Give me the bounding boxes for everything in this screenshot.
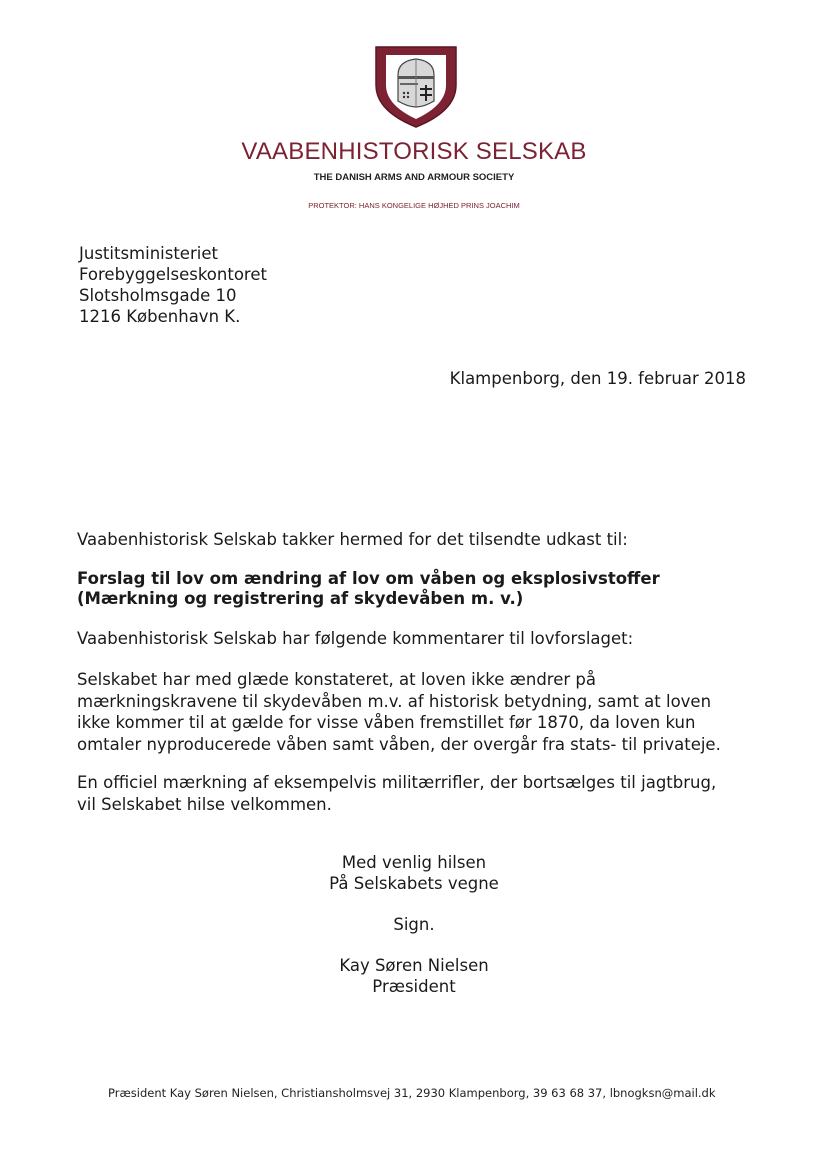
- address-line: Justitsministeriet: [79, 244, 218, 263]
- date-line: Klampenborg, den 19. februar 2018: [449, 369, 746, 388]
- closing-sign: Sign.: [393, 915, 435, 934]
- paragraph-line: ikke kommer til at gælde for visse våben fremstillet før 1870, da loven kun: [77, 713, 696, 732]
- subject-line: (Mærkning og registrering af skydevåben m. v.): [77, 589, 524, 608]
- paragraph-line: omtaler nyproducerede våben samt våben, der overgår fra stats- til privateje.: [77, 734, 721, 754]
- closing-greeting: Med venlig hilsen: [341, 853, 487, 872]
- signatory-name: Kay Søren Nielsen: [339, 956, 489, 975]
- intro-paragraph: Vaabenhistorisk Selskab takker hermed for det tilsendte udkast til:: [77, 530, 628, 549]
- footer-contact: Præsident Kay Søren Nielsen, Christiansholmsvej 31, 2930 Klampenborg, 39 63 68 37, lbnogksn@mail.dk: [108, 1086, 716, 1100]
- comment-intro: Vaabenhistorisk Selskab har følgende kommentarer til lovforslaget:: [77, 629, 634, 648]
- subject-line: Forslag til lov om ændring af lov om våben og eksplosivstoffer: [77, 569, 660, 588]
- body-paragraph-2: [77, 772, 757, 815]
- helmet-shield-crest-icon: [374, 45, 458, 129]
- signatory-title: Præsident: [372, 977, 456, 996]
- paragraph-line: En officiel mærkning af eksempelvis militærrifler, der bortsælges til jagtbrug,: [77, 773, 717, 792]
- closing-block: [0, 852, 828, 997]
- society-logo: [374, 45, 458, 129]
- address-line: 1216 København K.: [79, 307, 241, 326]
- paragraph-line: Selskabet har med glæde konstateret, at loven ikke ændrer på: [77, 670, 596, 689]
- paragraph-line: mærkningskravene til skydevåben m.v. af historisk betydning, samt at loven: [77, 691, 712, 711]
- body-paragraph-1: [77, 669, 757, 755]
- address-line: Slotsholmsgade 10: [79, 286, 237, 305]
- closing-on-behalf: På Selskabets vegne: [329, 874, 499, 893]
- recipient-address: [79, 243, 267, 327]
- address-line: Forebyggelseskontoret: [79, 265, 267, 284]
- paragraph-line: vil Selskabet hilse velkommen.: [77, 794, 332, 814]
- subject-heading: [77, 569, 757, 609]
- society-subtitle: THE DANISH ARMS AND ARMOUR SOCIETY: [313, 172, 515, 183]
- protector-line: PROTEKTOR: HANS KONGELIGE HØJHED PRINS JOACHIM: [308, 201, 520, 210]
- society-name: VAABENHISTORISK SELSKAB: [241, 138, 587, 165]
